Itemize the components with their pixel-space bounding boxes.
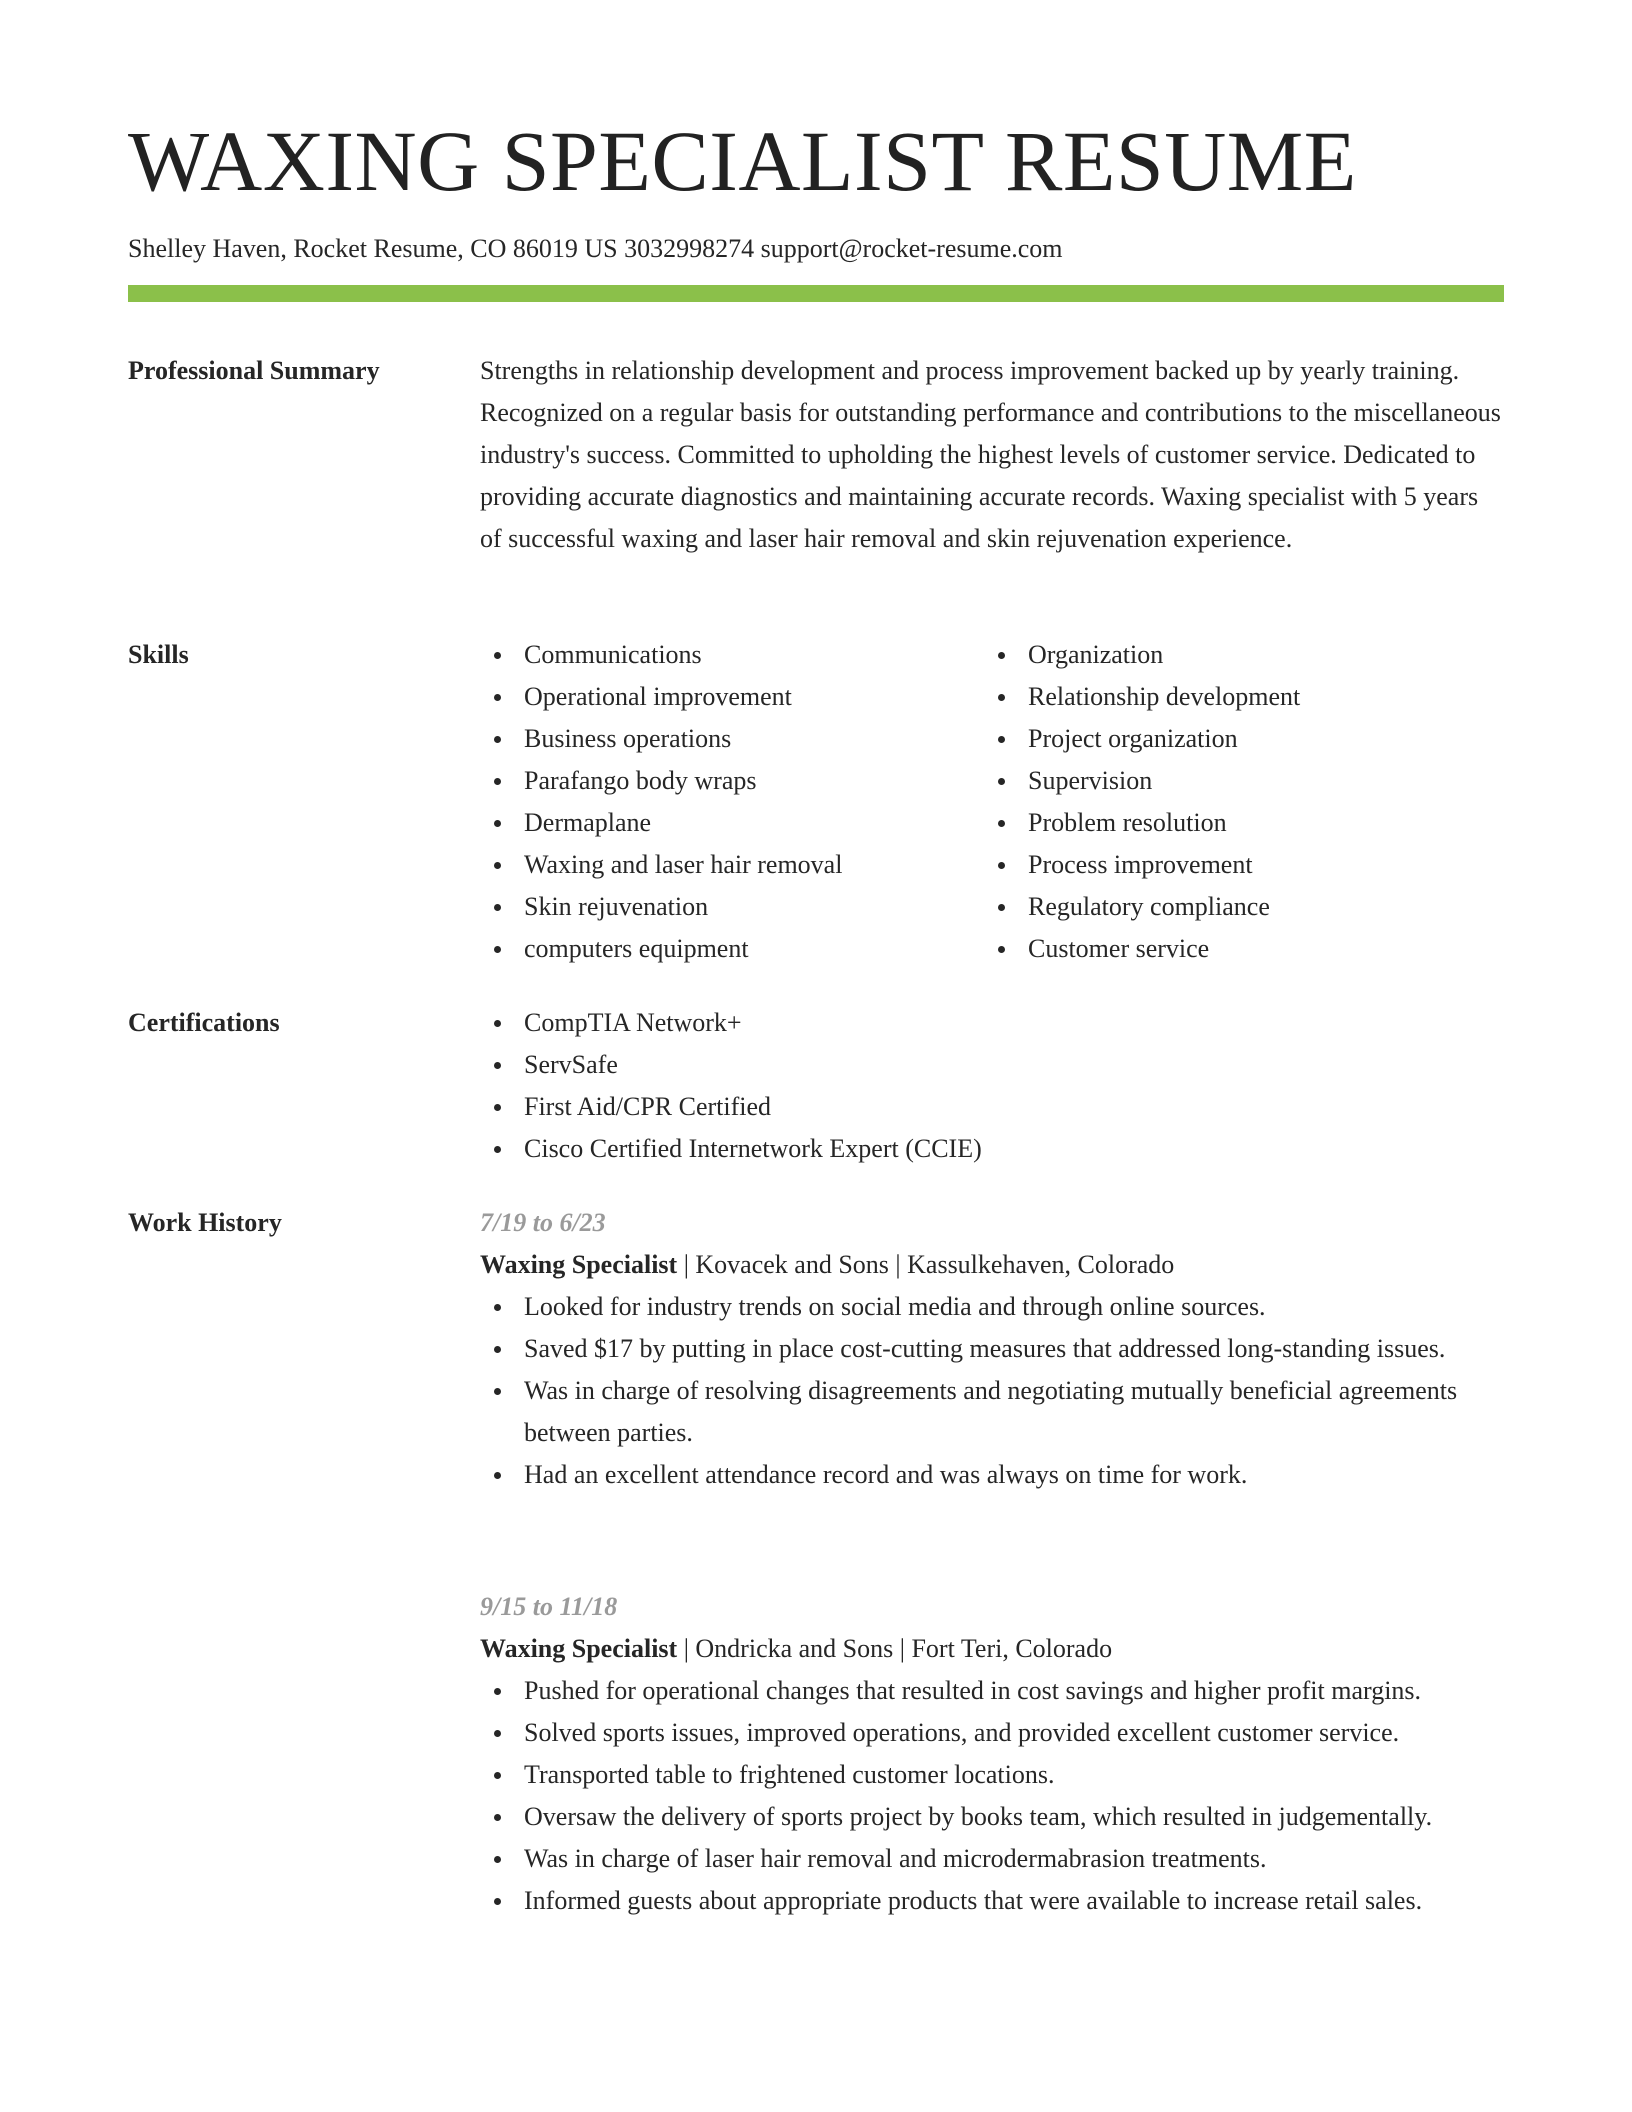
skills-list-col2 [984, 634, 1484, 970]
header-divider [128, 285, 1504, 302]
job-duty-item: Informed guests about appropriate products that were available to increase retail sales. [480, 1880, 1504, 1922]
job-heading [480, 1628, 1504, 1670]
skill-item: Communications [480, 634, 980, 676]
skill-item: Process improvement [984, 844, 1484, 886]
job-duty-item: Looked for industry trends on social media and through online sources. [480, 1286, 1504, 1328]
certification-item: ServSafe [480, 1044, 1504, 1086]
job-duty-item: Saved $17 by putting in place cost-cutting measures that addressed long-standing issues. [480, 1328, 1504, 1370]
skill-item: Organization [984, 634, 1484, 676]
job-title: Waxing Specialist [480, 1634, 678, 1663]
job-duty-item: Pushed for operational changes that resulted in cost savings and higher profit margins. [480, 1670, 1504, 1712]
job-duty-item: Transported table to frightened customer locations. [480, 1754, 1504, 1796]
job-duty-item: Was in charge of laser hair removal and microdermabrasion treatments. [480, 1838, 1504, 1880]
skills-list-col1 [480, 634, 980, 970]
skill-item: Dermaplane [480, 802, 980, 844]
skill-item: Relationship development [984, 676, 1484, 718]
skill-item: Operational improvement [480, 676, 980, 718]
certification-item: CompTIA Network+ [480, 1002, 1504, 1044]
job-entry [480, 1586, 1504, 1922]
job-title: Waxing Specialist [480, 1250, 678, 1279]
job-entry [480, 1202, 1504, 1496]
section-label-summary: Professional Summary [128, 356, 380, 385]
skill-item: Problem resolution [984, 802, 1484, 844]
job-duty-item: Was in charge of resolving disagreements and negotiating mutually beneficial agreements between parties. [480, 1370, 1504, 1454]
skill-item: Regulatory compliance [984, 886, 1484, 928]
skill-item: computers equipment [480, 928, 980, 970]
skill-item: Customer service [984, 928, 1484, 970]
job-employer-location: | Kovacek and Sons | Kassulkehaven, Colorado [677, 1250, 1175, 1279]
section-label-certifications: Certifications [128, 1008, 280, 1037]
summary-text: Strengths in relationship development and process improvement backed up by yearly training. Recognized on a regular basis for outstanding performance and contributions to the miscellaneous industry's success. Committed to upholding the highest levels of customer service. Dedicated to providing accurate diagnostics and maintaining accurate records. Waxing specialist with 5 years of successful waxing and laser hair removal and skin rejuvenation experience. [480, 356, 1501, 553]
job-duty-item: Solved sports issues, improved operations, and provided excellent customer service. [480, 1712, 1504, 1754]
skill-item: Supervision [984, 760, 1484, 802]
resume-title: WAXING SPECIALIST RESUME [128, 113, 1357, 209]
job-duties-list [480, 1670, 1504, 1922]
certification-item: First Aid/CPR Certified [480, 1086, 1504, 1128]
section-label-skills: Skills [128, 640, 189, 669]
certification-item: Cisco Certified Internetwork Expert (CCIE) [480, 1128, 1504, 1170]
job-heading [480, 1244, 1504, 1286]
contact-line: Shelley Haven, Rocket Resume, CO 86019 US 3032998274 support@rocket-resume.com [128, 234, 1063, 263]
skill-item: Business operations [480, 718, 980, 760]
job-duties-list [480, 1286, 1504, 1496]
certifications-list [480, 1002, 1504, 1170]
job-dates: 9/15 to 11/18 [480, 1592, 618, 1621]
section-label-work-history: Work History [128, 1208, 282, 1237]
job-duty-item: Had an excellent attendance record and was always on time for work. [480, 1454, 1504, 1496]
job-dates: 7/19 to 6/23 [480, 1208, 606, 1237]
skill-item: Parafango body wraps [480, 760, 980, 802]
skill-item: Skin rejuvenation [480, 886, 980, 928]
skill-item: Waxing and laser hair removal [480, 844, 980, 886]
skill-item: Project organization [984, 718, 1484, 760]
job-employer-location: | Ondricka and Sons | Fort Teri, Colorado [677, 1634, 1113, 1663]
job-duty-item: Oversaw the delivery of sports project by books team, which resulted in judgementally. [480, 1796, 1504, 1838]
